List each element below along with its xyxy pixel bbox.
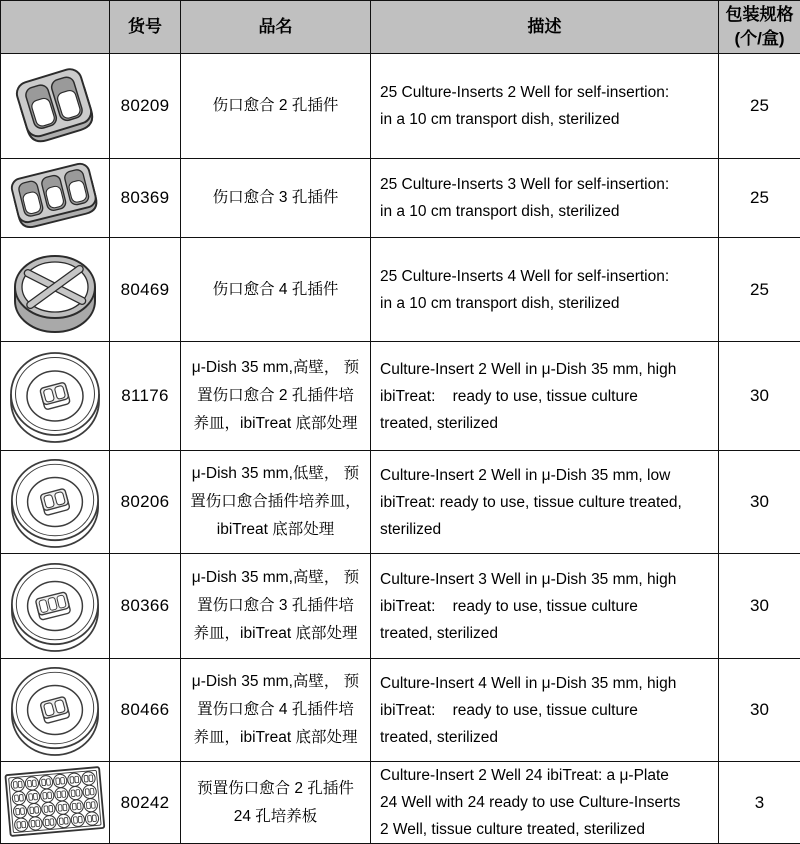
product-image-cell — [1, 342, 110, 451]
text-line: 伤口愈合 3 孔插件 — [212, 189, 339, 206]
table-row — [1, 342, 800, 451]
text-line: 置伤口愈合 3 孔插件培 — [197, 597, 354, 614]
text-line: ibiTreat: ready to use, tissue culture — [380, 597, 638, 615]
description-cell — [371, 238, 719, 342]
description-cell — [371, 762, 719, 844]
u-dish-with-2-well-insert-image — [6, 455, 104, 549]
sku-cell: 80369 — [110, 159, 181, 238]
culture-insert-3-well-image — [3, 160, 107, 236]
text-line: ibiTreat: ready to use, tissue culture — [380, 387, 638, 405]
table-row — [1, 762, 800, 844]
description-cell — [371, 342, 719, 451]
qty-cell: 25 — [719, 54, 800, 159]
sku-cell: 80469 — [110, 238, 181, 342]
text-line: 25 Culture-Inserts 3 Well for self-insertion: — [380, 176, 670, 193]
text-line: μ-Dish 35 mm,高壁， 预 — [191, 569, 360, 586]
text-line: ibiTreat: ready to use, tissue culture treated, — [380, 493, 682, 511]
text-line: 伤口愈合 4 孔插件 — [212, 280, 339, 298]
culture-insert-4-well-image — [7, 245, 103, 335]
sku-cell: 81176 — [110, 342, 181, 451]
text-line: in a 10 cm transport dish, sterilized — [380, 203, 620, 220]
product-image-cell — [1, 554, 110, 659]
name-cell — [181, 554, 371, 659]
product-image-cell — [1, 659, 110, 762]
qty-cell: 25 — [719, 159, 800, 238]
qty-cell: 30 — [719, 554, 800, 659]
text-line: 24 Well with 24 ready to use Culture-Inserts — [380, 794, 681, 811]
name-cell — [181, 238, 371, 342]
text-line: 预置伤口愈合 2 孔插件 — [197, 779, 354, 797]
description-cell — [371, 451, 719, 554]
sku-cell: 80466 — [110, 659, 181, 762]
text-line: 养皿，ibiTreat 底部处理 — [193, 415, 358, 432]
text-line: ibiTreat 底部处理 — [216, 521, 335, 538]
table-row — [1, 159, 800, 238]
table-row — [1, 54, 800, 159]
text-line: Culture-Insert 3 Well in μ-Dish 35 mm, high — [380, 570, 677, 588]
table-row — [1, 659, 800, 762]
qty-cell: 30 — [719, 659, 800, 762]
text-line: treated, sterilized — [380, 728, 499, 746]
qty-cell: 3 — [719, 762, 800, 844]
text-line: 置伤口愈合插件培养皿， — [190, 493, 361, 510]
text-line: 置伤口愈合 4 孔插件培 — [197, 701, 354, 718]
sku-cell: 80366 — [110, 554, 181, 659]
product-image-cell — [1, 762, 110, 844]
qty-cell: 30 — [719, 451, 800, 554]
text-line: 伤口愈合 2 孔插件 — [212, 97, 339, 114]
text-line: Culture-Insert 2 Well 24 ibiTreat: a μ-Plate — [380, 767, 669, 784]
text-line: 置伤口愈合 2 孔插件培 — [197, 387, 354, 404]
qty-cell: 25 — [719, 238, 800, 342]
qty-cell: 30 — [719, 342, 800, 451]
text-line: μ-Dish 35 mm,低壁， 预 — [191, 465, 360, 482]
text-line: 24 孔培养板 — [233, 807, 318, 825]
description-cell — [371, 554, 719, 659]
name-cell — [181, 54, 371, 159]
product-image-cell — [1, 54, 110, 159]
header-sku: 货号 — [110, 1, 181, 54]
table-row — [1, 451, 800, 554]
name-cell — [181, 159, 371, 238]
table-row — [1, 238, 800, 342]
text-line: treated, sterilized — [380, 624, 499, 642]
header-row — [1, 1, 800, 54]
text-line: ibiTreat: ready to use, tissue culture — [380, 701, 638, 719]
text-line: 养皿，ibiTreat 底部处理 — [193, 729, 358, 746]
name-cell — [181, 451, 371, 554]
text-line: treated, sterilized — [380, 414, 499, 432]
table-row — [1, 554, 800, 659]
text-line: 25 Culture-Inserts 4 Well for self-insertion: — [380, 267, 670, 285]
header-image-column — [1, 1, 110, 54]
text-line: μ-Dish 35 mm,高壁， 预 — [191, 359, 360, 376]
name-cell — [181, 762, 371, 844]
product-image-cell — [1, 159, 110, 238]
header-packaging-line2: (个/盒) — [734, 29, 785, 48]
u-dish-with-2-well-insert-image — [6, 348, 104, 444]
product-image-cell — [1, 238, 110, 342]
text-line: μ-Dish 35 mm,高壁， 预 — [191, 673, 360, 690]
name-cell — [181, 659, 371, 762]
description-cell — [371, 659, 719, 762]
24-well-plate-image — [2, 764, 108, 842]
sku-cell: 80209 — [110, 54, 181, 159]
sku-cell: 80206 — [110, 451, 181, 554]
text-line: in a 10 cm transport dish, sterilized — [380, 111, 620, 128]
text-line: 2 Well, tissue culture treated, sterilized — [380, 821, 646, 838]
text-line: sterilized — [380, 520, 442, 538]
text-line: Culture-Insert 2 Well in μ-Dish 35 mm, high — [380, 360, 677, 378]
product-image-cell — [1, 451, 110, 554]
header-name: 品名 — [181, 1, 371, 54]
text-line: Culture-Insert 4 Well in μ-Dish 35 mm, high — [380, 674, 677, 692]
description-cell — [371, 54, 719, 159]
culture-insert-2-well-image — [6, 58, 104, 154]
u-dish-with-2-well-insert-image — [6, 663, 104, 757]
header-description: 描述 — [371, 1, 719, 54]
header-packaging — [719, 1, 800, 54]
sku-cell: 80242 — [110, 762, 181, 844]
text-line: 25 Culture-Inserts 2 Well for self-insertion: — [380, 84, 670, 101]
header-packaging-line1: 包装规格 — [725, 5, 794, 24]
name-cell — [181, 342, 371, 451]
text-line: Culture-Insert 2 Well in μ-Dish 35 mm, low — [380, 466, 671, 484]
u-dish-with-3-well-insert-image — [6, 559, 104, 653]
description-cell — [371, 159, 719, 238]
text-line: in a 10 cm transport dish, sterilized — [380, 294, 620, 312]
text-line: 养皿，ibiTreat 底部处理 — [193, 625, 358, 642]
